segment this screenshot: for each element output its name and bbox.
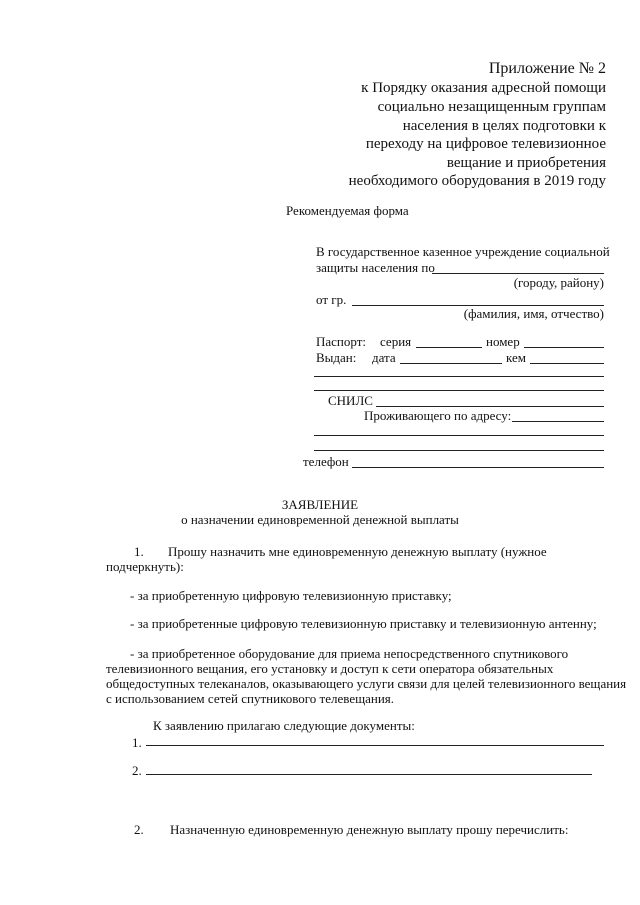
statement-subtitle: о назначении единовременной денежной выплаты <box>181 512 459 527</box>
statement-title: ЗАЯВЛЕНИЕ <box>281 497 359 512</box>
series-field[interactable] <box>416 347 482 348</box>
option-set-top-box[interactable]: - за приобретенную цифровую телевизионную приставку; <box>130 588 452 603</box>
item-number: 1. <box>134 544 144 559</box>
address-field-line3[interactable] <box>314 450 604 451</box>
phone-field[interactable] <box>352 467 604 468</box>
option-box-and-antenna[interactable]: - за приобретенные цифровую телевизионную приставку и телевизионную антенну; <box>130 616 597 631</box>
date-field[interactable] <box>400 363 502 364</box>
number-field[interactable] <box>524 347 604 348</box>
recommended-form-label: Рекомендуемая форма <box>286 203 409 218</box>
issued-label: Выдан: <box>316 350 357 365</box>
option-satellite-cont: с использованием сетей спутникового телевещания. <box>106 691 395 706</box>
issued-by-field-line3[interactable] <box>314 390 604 391</box>
series-label: серия <box>380 334 412 349</box>
city-hint: (городу, району) <box>513 275 604 290</box>
doc-number: 2. <box>132 763 142 778</box>
number-label: номер <box>486 334 520 349</box>
from-label: от гр. <box>316 292 347 307</box>
residing-label: Проживающего по адресу: <box>364 408 512 423</box>
header-line: социально незащищенным группам <box>377 99 606 115</box>
item-number: 2. <box>134 822 144 837</box>
fio-hint: (фамилия, имя, отчество) <box>463 306 604 321</box>
option-satellite-cont: общедоступных телеканалов, оказывающего услуги связи для целей телевизионного вещания <box>106 676 627 691</box>
transfer-text: Назначенную единовременную денежную выплату прошу перечислить: <box>170 822 569 837</box>
header-line: переходу на цифровое телевизионное <box>365 136 606 152</box>
phone-label: телефон <box>303 454 349 469</box>
request-text-cont: подчеркнуть): <box>106 559 184 574</box>
document-field-2[interactable] <box>146 774 592 775</box>
option-satellite-cont: телевизионного вещания, его установку и доступ к сети оператора обязательных <box>106 661 554 676</box>
district-field[interactable] <box>432 273 604 274</box>
header-line: к Порядку оказания адресной помощи <box>361 80 606 96</box>
snils-label: СНИЛС <box>328 393 373 408</box>
header-line: населения в целях подготовки к <box>402 118 606 134</box>
document-field-1[interactable] <box>146 745 604 746</box>
addressee-line2: защиты населения по <box>316 260 435 275</box>
doc-number: 1. <box>132 735 142 750</box>
issued-by-label: кем <box>506 350 526 365</box>
address-field[interactable] <box>512 421 604 422</box>
option-satellite[interactable]: - за приобретенное оборудование для приема непосредственного спутникового <box>130 646 569 661</box>
passport-label: Паспорт: <box>316 334 367 349</box>
address-field-line2[interactable] <box>314 435 604 436</box>
header-line: вещание и приобретения <box>446 155 606 171</box>
header-line: необходимого оборудования в 2019 году <box>348 173 606 189</box>
issued-by-field-line2[interactable] <box>314 376 604 377</box>
addressee-line1: В государственное казенное учреждение социальной <box>316 244 610 259</box>
attachments-label: К заявлению прилагаю следующие документы: <box>153 718 415 733</box>
request-text: Прошу назначить мне единовременную денежную выплату (нужное <box>168 544 547 559</box>
issued-by-field[interactable] <box>530 363 604 364</box>
snils-field[interactable] <box>376 406 604 407</box>
date-label: дата <box>372 350 396 365</box>
appendix-title: Приложение № 2 <box>488 60 606 77</box>
